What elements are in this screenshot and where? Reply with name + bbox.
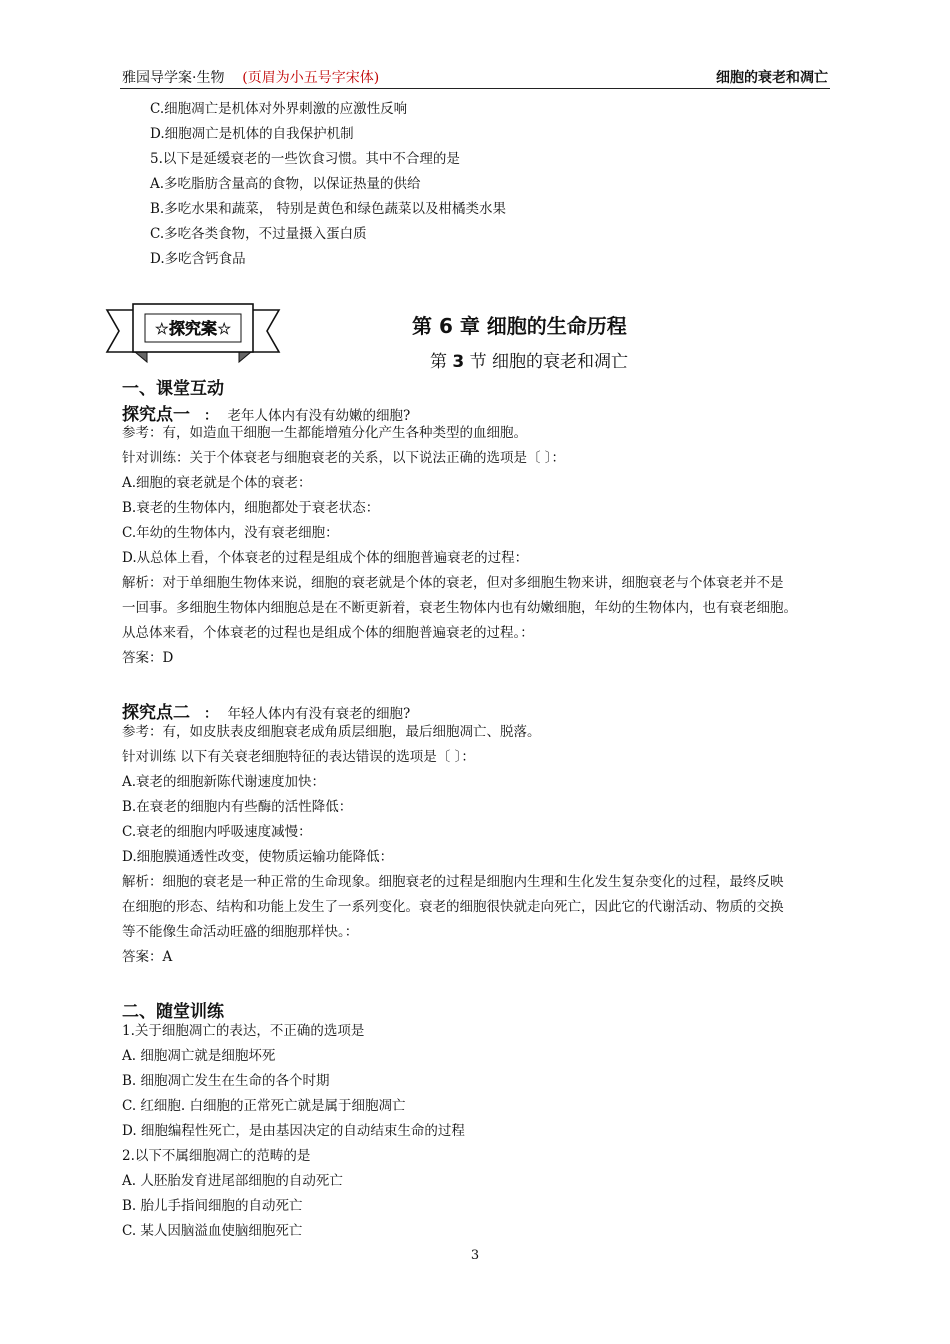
point2-line: 解析：细胞的衰老是一种正常的生命现象。细胞衰老的过程是细胞内生理和生化发生复杂变化的过程，最终反映 bbox=[122, 874, 784, 890]
point2-line: C.衰老的细胞内呼吸速度减慢： bbox=[122, 824, 312, 840]
exercise-line: D. 细胞编程性死亡，是由基因决定的自动结束生命的过程 bbox=[122, 1123, 465, 1139]
point2-line: 参考：有，如皮肤表皮细胞衰老成角质层细胞，最后细胞凋亡、脱落。 bbox=[122, 724, 541, 740]
exercise-line: B. 细胞凋亡发生在生命的各个时期 bbox=[122, 1073, 330, 1089]
point1-heading: 探究点一 ： 老年人体内有没有幼嫩的细胞? bbox=[122, 405, 411, 425]
exercise-line: A. 人胚胎发育进尾部细胞的自动死亡 bbox=[122, 1173, 343, 1189]
question-line: C.多吃各类食物，不过量摄入蛋白质 bbox=[150, 226, 367, 242]
point2-question: 年轻人体内有没有衰老的细胞? bbox=[227, 706, 411, 722]
point1-line: 解析：对于单细胞生物体来说，细胞的衰老就是个体的衰老，但对多细胞生物来讲，细胞衰老与个体衰老并不是 bbox=[122, 575, 784, 591]
point2-line: D.细胞膜通透性改变，使物质运输功能降低： bbox=[122, 849, 394, 865]
question-line: B.多吃水果和蔬菜， 特别是黄色和绿色蔬菜以及柑橘类水果 bbox=[150, 201, 507, 217]
point1-line: C.年幼的生物体内，没有衰老细胞： bbox=[122, 525, 339, 541]
exercise-line: 2.以下不属细胞凋亡的范畴的是 bbox=[122, 1148, 311, 1164]
point2-label: 探究点二 bbox=[122, 703, 190, 723]
exercise-line: A. 细胞凋亡就是细胞坏死 bbox=[122, 1048, 276, 1064]
question-line: 5.以下是延缓衰老的一些饮食习惯。其中不合理的是 bbox=[150, 151, 460, 167]
point2-heading: 探究点二 ： 年轻人体内有没有衰老的细胞? bbox=[122, 703, 411, 723]
exercise-line: C. 红细胞. 白细胞的正常死亡就是属于细胞凋亡 bbox=[122, 1098, 406, 1114]
header-right-title: 细胞的衰老和凋亡 bbox=[716, 70, 828, 86]
point1-question: 老年人体内有没有幼嫩的细胞? bbox=[227, 408, 411, 424]
header-left bbox=[122, 67, 379, 87]
point1-line: 针对训练：关于个体衰老与细胞衰老的关系，以下说法正确的选项是〔 〕： bbox=[122, 450, 566, 466]
point2-line: 在细胞的形态、结构和功能上发生了一系列变化。衰老的细胞很快就走向死亡，因此它的代谢活动、物质的交换 bbox=[122, 899, 784, 915]
point1-line: A.细胞的衰老就是个体的衰老： bbox=[122, 475, 312, 491]
part1-heading: 一、课堂互动 bbox=[122, 379, 224, 399]
exercise-line: B. 胎儿手指间细胞的自动死亡 bbox=[122, 1198, 303, 1214]
part2-heading: 二、随堂训练 bbox=[122, 1002, 224, 1022]
point2-answer: 答案：A bbox=[122, 949, 173, 965]
exercise-line: 1.关于细胞凋亡的表达，不正确的选项是 bbox=[122, 1023, 365, 1039]
header-title: 雅园导学案·生物 bbox=[122, 70, 225, 86]
point2-line: A.衰老的细胞新陈代谢速度加快： bbox=[122, 774, 326, 790]
point1-line: D.从总体上看，个体衰老的过程是组成个体的细胞普遍衰老的过程： bbox=[122, 550, 529, 566]
question-line: A.多吃脂肪含量高的食物，以保证热量的供给 bbox=[150, 176, 421, 192]
point2-line: 等不能像生命活动旺盛的细胞那样快。： bbox=[122, 924, 359, 940]
question-line: C.细胞凋亡是机体对外界刺激的应激性反响 bbox=[150, 101, 408, 117]
header-divider bbox=[120, 88, 830, 89]
question-line: D.细胞凋亡是机体的自我保护机制 bbox=[150, 126, 354, 142]
point1-line: B.衰老的生物体内，细胞都处于衰老状态： bbox=[122, 500, 380, 516]
point2-line: 针对训练 以下有关衰老细胞特征的表达错误的选项是〔 〕： bbox=[122, 749, 475, 765]
point1-answer: 答案：D bbox=[122, 650, 174, 666]
section-title: 第 3 节 细胞的衰老和凋亡 bbox=[430, 352, 629, 372]
point1-line: 一回事。多细胞生物体内细胞总是在不断更新着，衰老生物体内也有幼嫩细胞，年幼的生物体内，也有衰老细胞。 bbox=[122, 600, 797, 616]
inquiry-banner bbox=[105, 300, 281, 372]
chapter-title: 第 6 章 细胞的生命历程 bbox=[412, 314, 627, 338]
point2-line: B.在衰老的细胞内有些酶的活性降低： bbox=[122, 799, 353, 815]
question-line: D.多吃含钙食品 bbox=[150, 251, 246, 267]
page-number: 3 bbox=[470, 1248, 480, 1263]
banner-text: ☆探究案☆ bbox=[154, 319, 232, 338]
point1-label: 探究点一 bbox=[122, 405, 190, 425]
point1-line: 从总体来看，个体衰老的过程也是组成个体的细胞普遍衰老的过程。： bbox=[122, 625, 534, 641]
exercise-line: C. 某人因脑溢血使脑细胞死亡 bbox=[122, 1223, 303, 1239]
header-note: (页眉为小五号字宋体) bbox=[242, 70, 380, 86]
point1-line: 参考：有，如造血干细胞一生都能增殖分化产生各种类型的血细胞。 bbox=[122, 425, 527, 441]
